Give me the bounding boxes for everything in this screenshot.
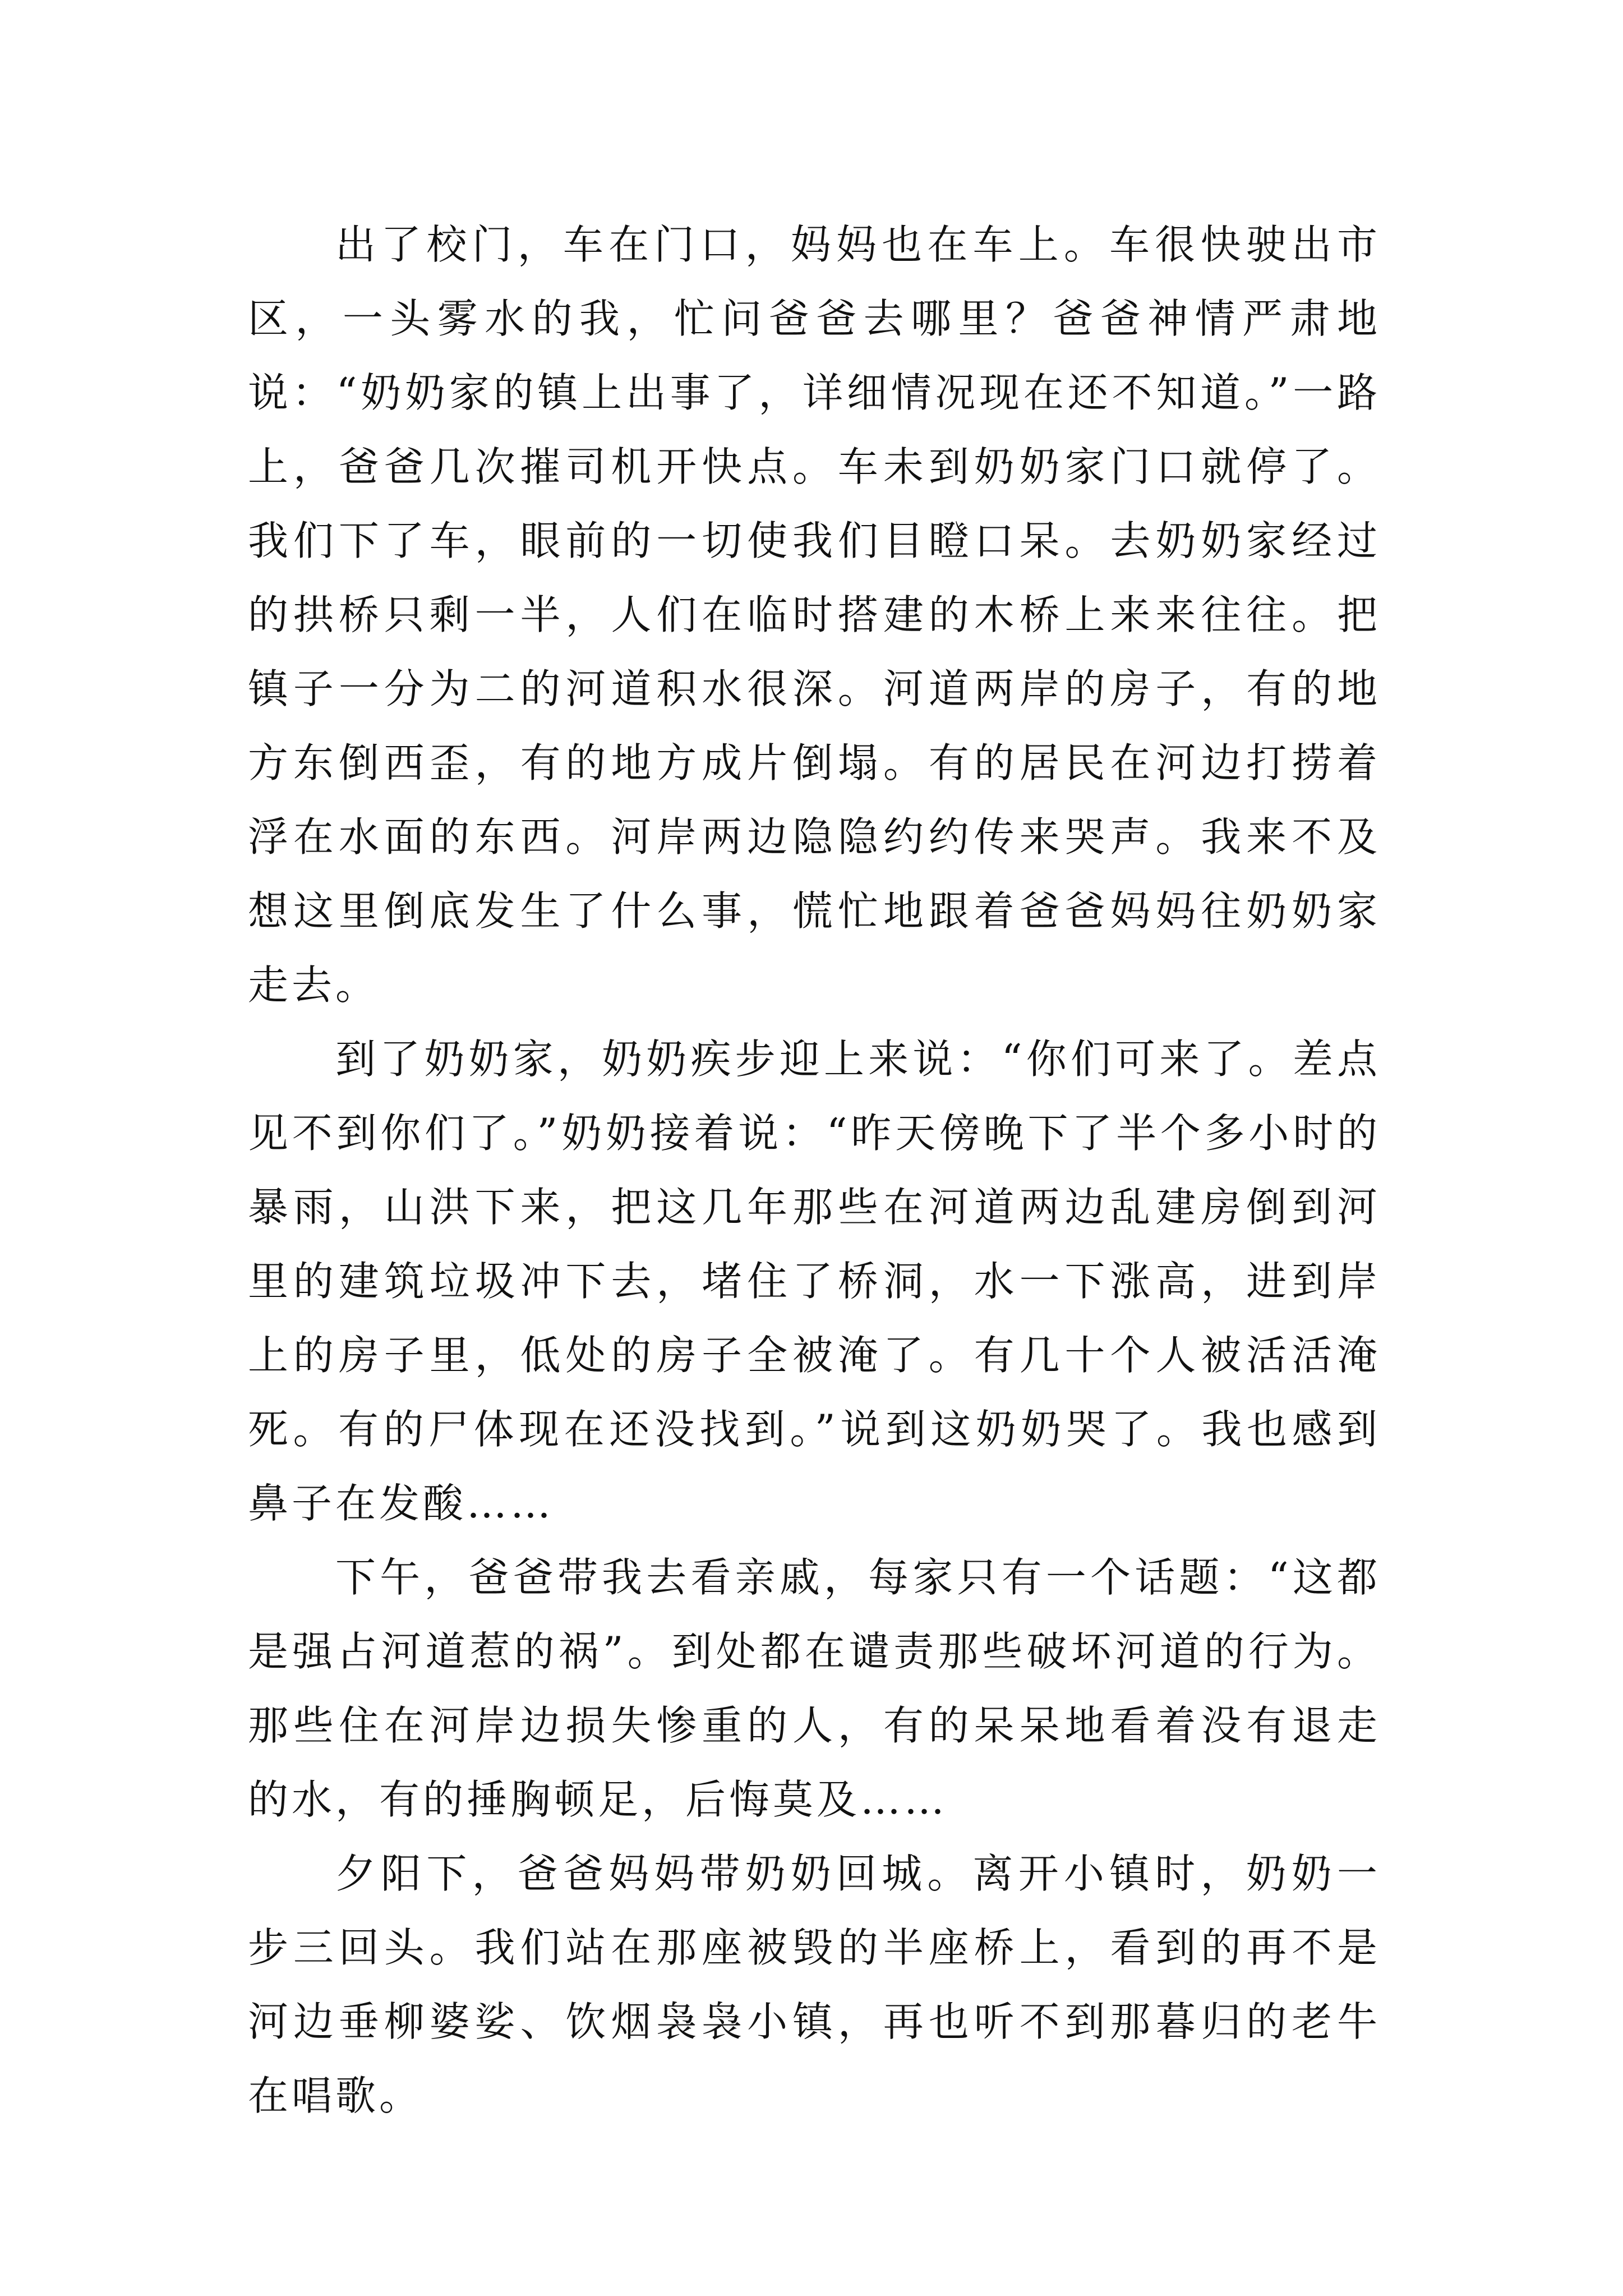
paragraph-3: 下午，爸爸带我去看亲戚，每家只有一个话题：“这都是强占河道惹的祸”。到处都在谴责那些破坏河道的行为。那些住在河岸边损失惨重的人，有的呆呆地看着没有退走的水，有的捶胸顿足，后悔莫及…… [248, 1554, 1381, 1823]
body-text [248, 208, 1381, 2133]
paragraph-2: 到了奶奶家，奶奶疾步迎上来说：“你们可来了。差点见不到你们了。”奶奶接着说：“昨天傍晚下了半个多小时的暴雨，山洪下来，把这几年那些在河道两边乱建房倒到河里的建筑垃圾冲下去，堵住了桥洞，水一下涨高，进到岸上的房子里，低处的房子全被淹了。有几十个人被活活淹死。有的尸体现在还没找到。”说到这奶奶哭了。我也感到鼻子在发酸…… [248, 1036, 1381, 1527]
paragraph-4: 夕阳下，爸爸妈妈带奶奶回城。离开小镇时，奶奶一步三回头。我们站在那座被毁的半座桥上，看到的再不是河边垂柳婆娑、饮烟袅袅小镇，再也听不到那暮归的老牛在唱歌。 [248, 1850, 1381, 2119]
paragraph-1: 出了校门，车在门口，妈妈也在车上。车很快驶出市区，一头雾水的我，忙问爸爸去哪里？爸爸神情严肃地说：“奶奶家的镇上出事了，详细情况现在还不知道。”一路上，爸爸几次摧司机开快点。车未到奶奶家门口就停了。我们下了车，眼前的一切使我们目瞪口呆。去奶奶家经过的拱桥只剩一半，人们在临时搭建的木桥上来来往往。把镇子一分为二的河道积水很深。河道两岸的房子，有的地方东倒西歪，有的地方成片倒塌。有的居民在河边打捞着浮在水面的东西。河岸两边隐隐约约传来哭声。我来不及想这里倒底发生了什么事，慌忙地跟着爸爸妈妈往奶奶家走去。 [248, 221, 1381, 1009]
